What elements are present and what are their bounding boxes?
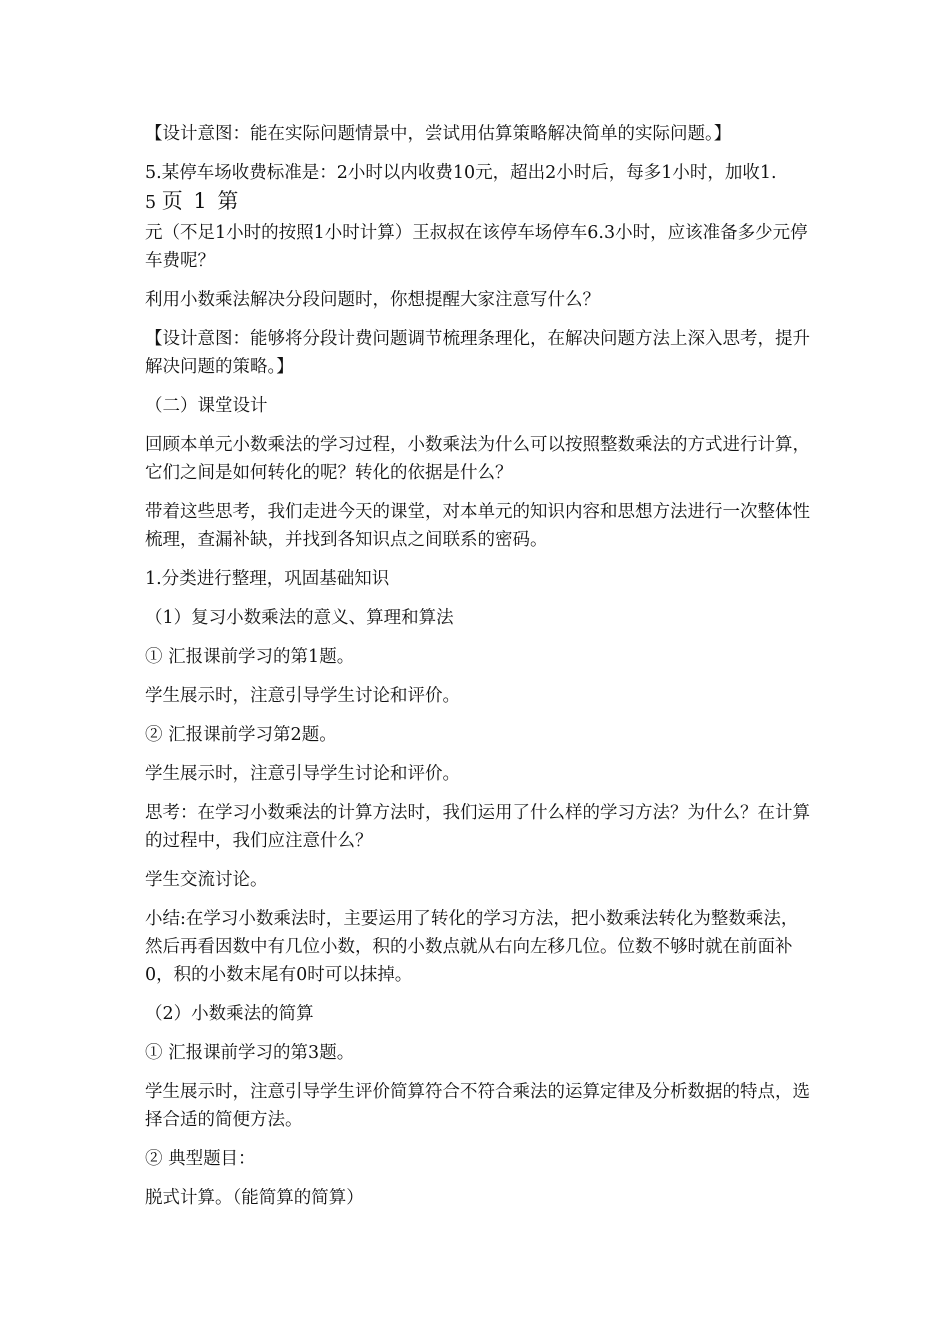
step-item: ① 汇报课前学习的第1题。: [145, 647, 355, 667]
design-intent-paragraph: 【设计意图：能够将分段计费问题调节梳理条理化，在解决问题方法上深入思考，提升解决问题的策略。】: [145, 329, 810, 377]
review-paragraph: 回顾本单元小数乘法的学习过程，小数乘法为什么可以按照整数乘法的方式进行计算，它们之间是如何转化的呢？转化的依据是什么？: [145, 435, 810, 483]
subsection-heading: 1.分类进行整理，巩固基础知识: [145, 569, 390, 589]
problem-5-paragraph: [145, 159, 815, 217]
page-number-marker: 页 1 第: [161, 189, 241, 213]
step-item: ② 汇报课前学习第2题。: [145, 725, 337, 745]
summary-paragraph: 小结:在学习小数乘法时，主要运用了转化的学习方法，把小数乘法转化为整数乘法，然后再看因数中有几位小数，积的小数点就从右向左移几位。位数不够时就在前面补0，积的小数末尾有0时可以抹掉。: [145, 909, 799, 985]
subsection-heading: （1）复习小数乘法的意义、算理和算法: [145, 608, 454, 628]
subsection-heading: （2）小数乘法的简算: [145, 1004, 314, 1024]
problem-5-continued: 元（不足1小时的按照1小时计算）王叔叔在该停车场停车6.3小时，应该准备多少元停车费呢？: [145, 223, 808, 271]
step-note: 学生展示时，注意引导学生讨论和评价。: [145, 764, 460, 784]
intro-paragraph: 带着这些思考，我们走进今天的课堂，对本单元的知识内容和思想方法进行一次整体性梳理，查漏补缺，并找到各知识点之间联系的密码。: [145, 502, 810, 550]
step-item: ① 汇报课前学习的第3题。: [145, 1043, 355, 1063]
document-body: [145, 120, 815, 1223]
thinking-paragraph: 思考：在学习小数乘法的计算方法时，我们运用了什么样的学习方法？为什么？在计算的过程中，我们应注意什么？: [145, 803, 810, 851]
problem-5-text: 5.某停车场收费标准是：2小时以内收费10元，超出2小时后，每多1小时，加收1.5: [145, 163, 777, 213]
step-item: ② 典型题目：: [145, 1149, 256, 1169]
section-heading: （二）课堂设计: [145, 396, 268, 416]
reminder-question: 利用小数乘法解决分段问题时，你想提醒大家注意写什么？: [145, 290, 600, 310]
design-intent-paragraph: 【设计意图：能在实际问题情景中，尝试用估算策略解决简单的实际问题。】: [145, 124, 732, 144]
exercise-heading: 脱式计算。（能简算的简算）: [145, 1188, 364, 1208]
step-note: 学生交流讨论。: [145, 870, 268, 890]
step-note: 学生展示时，注意引导学生讨论和评价。: [145, 686, 460, 706]
step-note: 学生展示时，注意引导学生评价简算符合不符合乘法的运算定律及分析数据的特点，选择合适的简便方法。: [145, 1082, 810, 1130]
